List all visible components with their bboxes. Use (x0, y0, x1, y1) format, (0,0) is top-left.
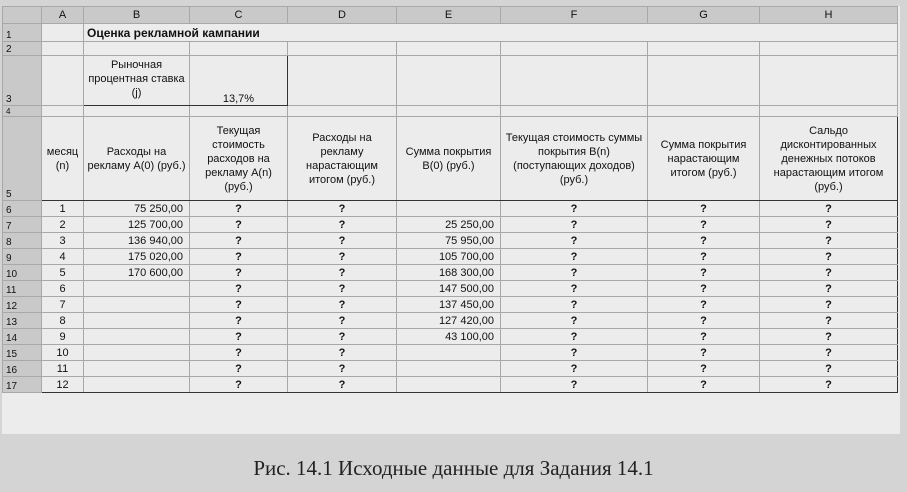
ad-cost-cell[interactable] (84, 345, 190, 361)
ad-cost-cell[interactable]: 75 250,00 (84, 201, 190, 217)
ad-cost-cell[interactable] (84, 313, 190, 329)
row-header-16[interactable]: 16 (3, 361, 42, 377)
cell-d4[interactable] (288, 106, 397, 117)
rate-value-cell[interactable]: 13,7% (190, 56, 288, 106)
cum-coverage-cell[interactable]: ? (648, 313, 760, 329)
cum-ad-cost-cell[interactable]: ? (288, 361, 397, 377)
month-cell[interactable]: 7 (42, 297, 84, 313)
cum-coverage-cell[interactable]: ? (648, 201, 760, 217)
coverage-cell[interactable]: 147 500,00 (397, 281, 501, 297)
month-cell[interactable]: 4 (42, 249, 84, 265)
row-header-12[interactable]: 12 (3, 297, 42, 313)
cum-coverage-cell[interactable]: ? (648, 249, 760, 265)
ad-cost-cell[interactable] (84, 361, 190, 377)
pv-ad-cost-cell[interactable]: ? (190, 249, 288, 265)
cell-d2[interactable] (288, 42, 397, 56)
row-header-3[interactable]: 3 (3, 56, 42, 106)
cell-a2[interactable] (42, 42, 84, 56)
pv-coverage-cell[interactable]: ? (501, 313, 648, 329)
month-cell[interactable]: 1 (42, 201, 84, 217)
coverage-cell[interactable]: 127 420,00 (397, 313, 501, 329)
cell-a4[interactable] (42, 106, 84, 117)
coverage-cell[interactable]: 105 700,00 (397, 249, 501, 265)
cell-a1[interactable] (42, 24, 84, 42)
header-month[interactable]: месяц (n) (42, 117, 84, 201)
row-header-6[interactable]: 6 (3, 201, 42, 217)
header-pv-coverage[interactable]: Текущая стоимость суммы покрытия B(n) (поступающих доходов) (руб.) (501, 117, 648, 201)
pv-ad-cost-cell[interactable]: ? (190, 233, 288, 249)
pv-ad-cost-cell[interactable]: ? (190, 281, 288, 297)
row-header-10[interactable]: 10 (3, 265, 42, 281)
month-cell[interactable]: 8 (42, 313, 84, 329)
cell-f4[interactable] (501, 106, 648, 117)
pv-coverage-cell[interactable]: ? (501, 249, 648, 265)
column-header-b[interactable]: B (84, 7, 190, 24)
cell-g3[interactable] (648, 56, 760, 106)
pv-ad-cost-cell[interactable]: ? (190, 297, 288, 313)
cum-coverage-cell[interactable]: ? (648, 217, 760, 233)
header-pv-ad-costs[interactable]: Текущая стоимость расходов на рекламу A(n) (руб.) (190, 117, 288, 201)
table-row (3, 265, 898, 281)
cum-ad-cost-cell[interactable]: ? (288, 249, 397, 265)
pv-ad-cost-cell[interactable]: ? (190, 361, 288, 377)
dcf-balance-cell[interactable]: ? (760, 265, 898, 281)
table-row (3, 233, 898, 249)
cell-h4[interactable] (760, 106, 898, 117)
table-row (3, 217, 898, 233)
row-header-8[interactable]: 8 (3, 233, 42, 249)
cum-ad-cost-cell[interactable]: ? (288, 265, 397, 281)
column-header-f[interactable]: F (501, 7, 648, 24)
column-header-a[interactable]: A (42, 7, 84, 24)
month-cell[interactable]: 2 (42, 217, 84, 233)
pv-coverage-cell[interactable]: ? (501, 377, 648, 393)
table-row (3, 249, 898, 265)
table-row (3, 297, 898, 313)
header-dcf-balance[interactable]: Сальдо дисконтированных денежных потоков нарастающим итогом (руб.) (760, 117, 898, 201)
table-row (3, 201, 898, 217)
dcf-balance-cell[interactable]: ? (760, 201, 898, 217)
cell-h2[interactable] (760, 42, 898, 56)
dcf-balance-cell[interactable]: ? (760, 281, 898, 297)
header-cum-coverage[interactable]: Сумма покрытия нарастающим итогом (руб.) (648, 117, 760, 201)
pv-ad-cost-cell[interactable]: ? (190, 313, 288, 329)
ad-cost-cell[interactable] (84, 281, 190, 297)
row-header-4[interactable]: 4 (3, 106, 42, 117)
dcf-balance-cell[interactable]: ? (760, 377, 898, 393)
cum-coverage-cell[interactable]: ? (648, 297, 760, 313)
coverage-cell[interactable] (397, 361, 501, 377)
row-header-17[interactable]: 17 (3, 377, 42, 393)
month-cell[interactable]: 6 (42, 281, 84, 297)
coverage-cell[interactable] (397, 345, 501, 361)
cell-e3[interactable] (397, 56, 501, 106)
row-header-7[interactable]: 7 (3, 217, 42, 233)
row-header-5[interactable]: 5 (3, 117, 42, 201)
coverage-cell[interactable]: 137 450,00 (397, 297, 501, 313)
cum-ad-cost-cell[interactable]: ? (288, 297, 397, 313)
coverage-cell[interactable] (397, 201, 501, 217)
cum-ad-cost-cell[interactable]: ? (288, 281, 397, 297)
pv-coverage-cell[interactable]: ? (501, 329, 648, 345)
cell-b4[interactable] (84, 106, 190, 117)
cell-c2[interactable] (190, 42, 288, 56)
column-header-e[interactable]: E (397, 7, 501, 24)
cum-ad-cost-cell[interactable]: ? (288, 201, 397, 217)
cum-coverage-cell[interactable]: ? (648, 377, 760, 393)
coverage-cell[interactable]: 75 950,00 (397, 233, 501, 249)
column-header-c[interactable]: C (190, 7, 288, 24)
pv-coverage-cell[interactable]: ? (501, 201, 648, 217)
ad-cost-cell[interactable] (84, 297, 190, 313)
figure-caption: Рис. 14.1 Исходные данные для Задания 14.1 (253, 456, 654, 480)
header-ad-costs[interactable]: Расходы на рекламу A(0) (руб.) (84, 117, 190, 201)
ad-cost-cell[interactable] (84, 377, 190, 393)
dcf-balance-cell[interactable]: ? (760, 313, 898, 329)
ad-cost-cell[interactable]: 136 940,00 (84, 233, 190, 249)
ad-cost-cell[interactable]: 170 600,00 (84, 265, 190, 281)
pv-ad-cost-cell[interactable]: ? (190, 217, 288, 233)
sheet-title[interactable]: Оценка рекламной кампании (84, 24, 898, 42)
month-cell[interactable]: 3 (42, 233, 84, 249)
column-header-h[interactable]: H (760, 7, 898, 24)
cell-b2[interactable] (84, 42, 190, 56)
month-cell[interactable]: 5 (42, 265, 84, 281)
pv-ad-cost-cell[interactable]: ? (190, 345, 288, 361)
row-header-9[interactable]: 9 (3, 249, 42, 265)
table-row (3, 281, 898, 297)
dcf-balance-cell[interactable]: ? (760, 329, 898, 345)
pv-ad-cost-cell[interactable]: ? (190, 329, 288, 345)
row-header-11[interactable]: 11 (3, 281, 42, 297)
header-cum-ad-costs[interactable]: Расходы на рекламу нарастающим итогом (руб.) (288, 117, 397, 201)
cum-ad-cost-cell[interactable]: ? (288, 313, 397, 329)
table-row (3, 329, 898, 345)
cum-ad-cost-cell[interactable]: ? (288, 217, 397, 233)
pv-coverage-cell[interactable]: ? (501, 297, 648, 313)
pv-ad-cost-cell[interactable]: ? (190, 377, 288, 393)
row-header-13[interactable]: 13 (3, 313, 42, 329)
coverage-cell[interactable] (397, 377, 501, 393)
cum-ad-cost-cell[interactable]: ? (288, 345, 397, 361)
month-cell[interactable]: 10 (42, 345, 84, 361)
pv-ad-cost-cell[interactable]: ? (190, 265, 288, 281)
rate-label-cell[interactable]: Рыночная процентная ставка (j) (84, 56, 190, 106)
dcf-balance-cell[interactable]: ? (760, 297, 898, 313)
column-header-d[interactable]: D (288, 7, 397, 24)
pv-coverage-cell[interactable]: ? (501, 233, 648, 249)
row-header-1[interactable]: 1 (3, 24, 42, 42)
cell-g2[interactable] (648, 42, 760, 56)
ad-cost-cell[interactable]: 175 020,00 (84, 249, 190, 265)
table-row (3, 361, 898, 377)
coverage-cell[interactable]: 168 300,00 (397, 265, 501, 281)
row-header-15[interactable]: 15 (3, 345, 42, 361)
row-header-2[interactable]: 2 (3, 42, 42, 56)
pv-coverage-cell[interactable]: ? (501, 281, 648, 297)
dcf-balance-cell[interactable]: ? (760, 217, 898, 233)
cell-f2[interactable] (501, 42, 648, 56)
table-row (3, 377, 898, 393)
cum-ad-cost-cell[interactable]: ? (288, 329, 397, 345)
spreadsheet-grid (2, 6, 898, 393)
cum-coverage-cell[interactable]: ? (648, 329, 760, 345)
cell-g4[interactable] (648, 106, 760, 117)
cum-coverage-cell[interactable]: ? (648, 361, 760, 377)
cell-c4[interactable] (190, 106, 288, 117)
table-row (3, 313, 898, 329)
cum-ad-cost-cell[interactable]: ? (288, 233, 397, 249)
cum-coverage-cell[interactable]: ? (648, 233, 760, 249)
select-all-corner[interactable] (3, 7, 42, 24)
column-header-g[interactable]: G (648, 7, 760, 24)
coverage-cell[interactable]: 25 250,00 (397, 217, 501, 233)
header-coverage[interactable]: Сумма покрытия B(0) (руб.) (397, 117, 501, 201)
ad-cost-cell[interactable] (84, 329, 190, 345)
cum-coverage-cell[interactable]: ? (648, 345, 760, 361)
cell-d3[interactable] (288, 56, 397, 106)
pv-ad-cost-cell[interactable]: ? (190, 201, 288, 217)
pv-coverage-cell[interactable]: ? (501, 217, 648, 233)
coverage-cell[interactable]: 43 100,00 (397, 329, 501, 345)
cell-a3[interactable] (42, 56, 84, 106)
cum-coverage-cell[interactable]: ? (648, 281, 760, 297)
row-header-14[interactable]: 14 (3, 329, 42, 345)
cum-coverage-cell[interactable]: ? (648, 265, 760, 281)
cell-f3[interactable] (501, 56, 648, 106)
cell-e4[interactable] (397, 106, 501, 117)
dcf-balance-cell[interactable]: ? (760, 361, 898, 377)
pv-coverage-cell[interactable]: ? (501, 265, 648, 281)
month-cell[interactable]: 12 (42, 377, 84, 393)
pv-coverage-cell[interactable]: ? (501, 345, 648, 361)
cum-ad-cost-cell[interactable]: ? (288, 377, 397, 393)
month-cell[interactable]: 9 (42, 329, 84, 345)
dcf-balance-cell[interactable]: ? (760, 233, 898, 249)
cell-h3[interactable] (760, 56, 898, 106)
ad-cost-cell[interactable]: 125 700,00 (84, 217, 190, 233)
month-cell[interactable]: 11 (42, 361, 84, 377)
dcf-balance-cell[interactable]: ? (760, 345, 898, 361)
spreadsheet (2, 6, 900, 434)
table-row (3, 345, 898, 361)
pv-coverage-cell[interactable]: ? (501, 361, 648, 377)
dcf-balance-cell[interactable]: ? (760, 249, 898, 265)
cell-e2[interactable] (397, 42, 501, 56)
